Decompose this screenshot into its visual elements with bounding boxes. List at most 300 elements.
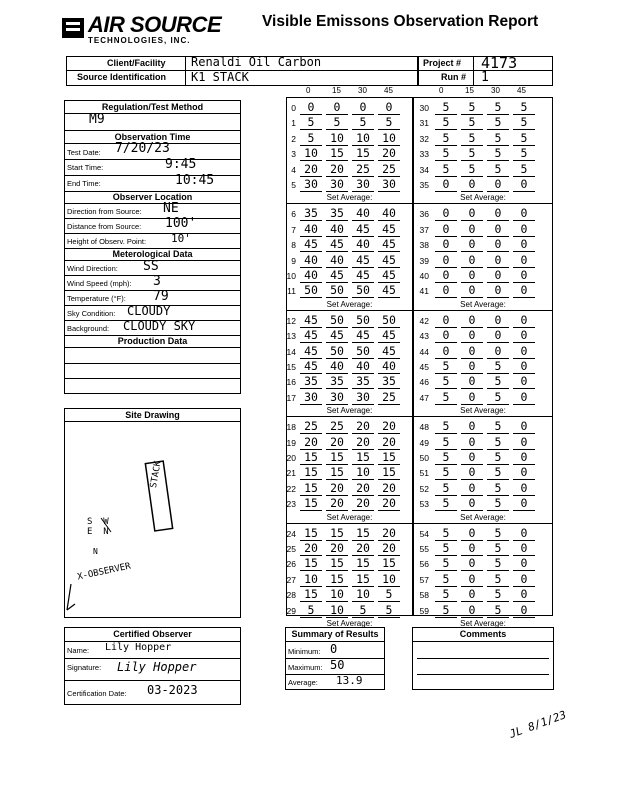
reading-cell[interactable]: 20 (352, 496, 374, 511)
reading-cell[interactable]: 5 (435, 481, 457, 496)
reading-cell[interactable]: 35 (300, 374, 322, 389)
reading-cell[interactable]: 5 (435, 587, 457, 602)
reading-cell[interactable]: 20 (352, 435, 374, 450)
reading-cell[interactable]: 5 (487, 496, 509, 511)
reading-cell[interactable]: 20 (326, 541, 348, 556)
reading-cell[interactable]: 0 (461, 206, 483, 221)
certified-observer-panel (64, 627, 241, 705)
distance-value[interactable]: 100' (165, 216, 197, 231)
reading-cell[interactable]: 15 (326, 450, 348, 465)
reading-cell[interactable]: 5 (487, 587, 509, 602)
reading-cell[interactable]: 0 (513, 328, 535, 343)
reading-cell[interactable]: 20 (300, 162, 322, 177)
reading-cell[interactable]: 0 (513, 481, 535, 496)
reading-cell[interactable]: 5 (461, 131, 483, 146)
reading-cell[interactable]: 15 (378, 450, 400, 465)
reading-cell[interactable]: 0 (513, 526, 535, 541)
reading-cell[interactable]: 0 (461, 313, 483, 328)
reading-cell[interactable]: 15 (300, 556, 322, 571)
reading-cell[interactable]: 0 (435, 206, 457, 221)
reading-cell[interactable]: 15 (378, 556, 400, 571)
reading-cell[interactable]: 0 (461, 526, 483, 541)
reading-cell[interactable]: 30 (352, 177, 374, 192)
reading-cell[interactable]: 0 (461, 587, 483, 602)
wind-direction-value[interactable]: SS (143, 259, 159, 274)
regulation-value[interactable]: M9 (89, 112, 105, 127)
reading-cell[interactable]: 15 (300, 526, 322, 541)
reading-cell[interactable]: 0 (435, 283, 457, 298)
reading-cell[interactable]: 5 (435, 374, 457, 389)
reading-cell[interactable]: 0 (461, 374, 483, 389)
reading-cell[interactable]: 5 (352, 603, 374, 618)
test-date-label: Test Date: (67, 148, 101, 157)
reading-cell[interactable]: 5 (513, 131, 535, 146)
row-number: 7 (291, 224, 296, 235)
row-number: 21 (286, 468, 296, 479)
reading-cell[interactable]: 15 (352, 556, 374, 571)
reading-cell[interactable]: 5 (487, 435, 509, 450)
reading-cell[interactable]: 0 (513, 587, 535, 602)
reading-cell[interactable]: 0 (513, 359, 535, 374)
reading-cell[interactable]: 15 (326, 572, 348, 587)
reading-cell[interactable]: 30 (352, 390, 374, 405)
set-average-label: Set Average: (460, 619, 506, 628)
row-number: 45 (419, 362, 429, 372)
reading-cell[interactable]: 0 (513, 222, 535, 237)
reading-cell[interactable]: 40 (352, 359, 374, 374)
row-number: 29 (286, 605, 296, 616)
reading-cell[interactable]: 50 (300, 283, 322, 298)
reading-cell[interactable]: 50 (326, 313, 348, 328)
source-value[interactable]: K1 STACK (191, 70, 249, 84)
reading-cell[interactable]: 45 (300, 313, 322, 328)
reading-cell[interactable]: 30 (326, 177, 348, 192)
reading-cell[interactable]: 5 (513, 100, 535, 115)
reading-cell[interactable]: 5 (487, 419, 509, 434)
reading-cell[interactable]: 0 (513, 419, 535, 434)
reading-cell[interactable]: 45 (300, 359, 322, 374)
row-number: 14 (286, 346, 296, 357)
reading-cell[interactable]: 20 (352, 541, 374, 556)
reading-cell[interactable]: 20 (326, 162, 348, 177)
reading-cell[interactable]: 15 (326, 465, 348, 480)
reading-cell[interactable]: 10 (378, 131, 400, 146)
reading-cell[interactable]: 0 (513, 237, 535, 252)
reading-cell[interactable]: 15 (300, 481, 322, 496)
wind-speed-value[interactable]: 3 (153, 274, 161, 289)
reading-cell[interactable]: 5 (487, 146, 509, 161)
reading-cell[interactable]: 40 (326, 222, 348, 237)
reading-cell[interactable]: 10 (300, 146, 322, 161)
reading-cell[interactable]: 0 (378, 100, 400, 115)
reading-cell[interactable]: 0 (487, 177, 509, 192)
row-number: 35 (419, 180, 429, 190)
reading-cell[interactable]: 35 (326, 206, 348, 221)
reading-cell[interactable]: 15 (326, 556, 348, 571)
reading-cell[interactable]: 0 (513, 206, 535, 221)
reading-cell[interactable]: 50 (326, 344, 348, 359)
reading-cell[interactable]: 5 (435, 131, 457, 146)
reading-cell[interactable]: 0 (513, 435, 535, 450)
reading-cell[interactable]: 10 (326, 603, 348, 618)
set-average-label: Set Average: (460, 193, 506, 203)
reading-cell[interactable]: 40 (352, 237, 374, 252)
reading-cell[interactable]: 40 (326, 253, 348, 268)
reading-cell[interactable]: 0 (513, 177, 535, 192)
reading-cell[interactable]: 5 (487, 162, 509, 177)
reading-cell[interactable]: 0 (513, 465, 535, 480)
reading-cell[interactable]: 5 (435, 556, 457, 571)
reading-cell[interactable]: 0 (461, 450, 483, 465)
reading-cell[interactable]: 5 (487, 390, 509, 405)
reading-cell[interactable]: 45 (378, 283, 400, 298)
reading-cell[interactable]: 0 (461, 435, 483, 450)
reading-cell[interactable]: 20 (378, 419, 400, 434)
reading-cell[interactable]: 0 (487, 328, 509, 343)
reading-cell[interactable]: 5 (435, 435, 457, 450)
reading-cell[interactable]: 5 (487, 450, 509, 465)
reading-cell[interactable]: 0 (435, 344, 457, 359)
reading-cell[interactable]: 5 (487, 100, 509, 115)
reading-cell[interactable]: 45 (378, 328, 400, 343)
reading-cell[interactable]: 0 (513, 344, 535, 359)
reading-cell[interactable]: 5 (513, 115, 535, 130)
reading-cell[interactable]: 0 (461, 344, 483, 359)
reading-cell[interactable]: 5 (435, 419, 457, 434)
observer-label: X-OBSERVER (76, 561, 132, 583)
reading-cell[interactable]: 45 (378, 222, 400, 237)
set-average-label: Set Average: (460, 406, 506, 416)
reading-cell[interactable]: 0 (487, 268, 509, 283)
reading-cell[interactable]: 5 (435, 496, 457, 511)
reading-cell[interactable]: 10 (326, 131, 348, 146)
reading-cell[interactable]: 5 (487, 481, 509, 496)
reading-cell[interactable]: 50 (352, 313, 374, 328)
reading-cell[interactable]: 0 (513, 283, 535, 298)
reading-cell[interactable]: 40 (378, 359, 400, 374)
reading-cell[interactable]: 25 (378, 162, 400, 177)
comments-panel (412, 627, 554, 690)
column-header: 45 (517, 86, 526, 95)
reading-cell[interactable]: 45 (378, 237, 400, 252)
reading-cell[interactable]: 5 (435, 146, 457, 161)
certification-date-value[interactable]: 03-2023 (147, 683, 198, 697)
reading-cell[interactable]: 45 (352, 268, 374, 283)
reading-cell[interactable]: 20 (326, 481, 348, 496)
reading-cell[interactable]: 5 (435, 450, 457, 465)
reading-cell[interactable]: 20 (300, 541, 322, 556)
reading-cell[interactable]: 5 (435, 115, 457, 130)
reading-cell[interactable]: 5 (435, 603, 457, 618)
reading-cell[interactable]: 40 (378, 206, 400, 221)
run-value[interactable]: 1 (481, 70, 489, 85)
reading-cell[interactable]: 0 (461, 268, 483, 283)
brand-subtitle: TECHNOLOGIES, INC. (88, 36, 191, 45)
reading-cell[interactable]: 5 (326, 115, 348, 130)
reading-cell[interactable]: 5 (487, 526, 509, 541)
reading-cell[interactable]: 5 (300, 115, 322, 130)
reading-cell[interactable]: 0 (461, 556, 483, 571)
reading-cell[interactable]: 5 (435, 390, 457, 405)
column-header: 0 (306, 86, 311, 95)
test-date-value[interactable]: 7/20/23 (115, 141, 170, 156)
end-time-value[interactable]: 10:45 (175, 173, 215, 188)
row-number: 46 (419, 377, 429, 388)
reading-cell[interactable]: 0 (461, 419, 483, 434)
reading-cell[interactable]: 0 (487, 237, 509, 252)
reading-cell[interactable]: 5 (435, 541, 457, 556)
row-number: 18 (286, 422, 296, 433)
reading-cell[interactable]: 5 (435, 100, 457, 115)
reading-cell[interactable]: 5 (487, 541, 509, 556)
reading-cell[interactable]: 5 (487, 115, 509, 130)
reading-cell[interactable]: 10 (378, 572, 400, 587)
reading-cell[interactable]: 5 (487, 359, 509, 374)
background-value[interactable]: CLOUDY SKY (123, 319, 196, 333)
reading-cell[interactable]: 20 (378, 541, 400, 556)
reading-cell[interactable]: 0 (326, 100, 348, 115)
reading-cell[interactable]: 45 (352, 222, 374, 237)
reading-cell[interactable]: 15 (378, 465, 400, 480)
reading-cell[interactable]: 0 (461, 359, 483, 374)
row-number: 8 (291, 240, 296, 251)
reading-cell[interactable]: 50 (378, 313, 400, 328)
reading-cell[interactable]: 30 (300, 390, 322, 405)
client-value[interactable]: Renaldi Oil Carbon (191, 55, 322, 69)
reading-cell[interactable]: 20 (326, 496, 348, 511)
reading-cell[interactable]: 5 (461, 100, 483, 115)
row-number: 3 (291, 149, 296, 160)
reading-cell[interactable]: 20 (378, 481, 400, 496)
reading-cell[interactable]: 35 (300, 206, 322, 221)
reading-cell[interactable]: 15 (300, 496, 322, 511)
reading-cell[interactable]: 5 (300, 131, 322, 146)
column-header: 0 (439, 86, 444, 95)
reading-cell[interactable]: 15 (352, 450, 374, 465)
reading-cell[interactable]: 5 (461, 162, 483, 177)
reading-cell[interactable]: 0 (435, 222, 457, 237)
reading-cell[interactable]: 50 (326, 283, 348, 298)
reading-cell[interactable]: 30 (326, 390, 348, 405)
reading-cell[interactable]: 5 (352, 115, 374, 130)
temperature-value[interactable]: 79 (153, 289, 169, 304)
reading-cell[interactable]: 0 (513, 496, 535, 511)
reading-cell[interactable]: 0 (513, 603, 535, 618)
reading-cell[interactable]: 5 (435, 162, 457, 177)
reading-cell[interactable]: 0 (513, 374, 535, 389)
reading-cell[interactable]: 5 (378, 115, 400, 130)
reading-cell[interactable]: 0 (513, 556, 535, 571)
source-label: Source Identification (77, 72, 167, 82)
reading-cell[interactable]: 5 (513, 146, 535, 161)
reading-cell[interactable]: 15 (300, 450, 322, 465)
reading-cell[interactable]: 45 (352, 328, 374, 343)
reading-cell[interactable]: 0 (461, 328, 483, 343)
certification-date-label: Certification Date: (67, 689, 127, 698)
reading-cell[interactable]: 45 (352, 253, 374, 268)
reading-cell[interactable]: 0 (487, 222, 509, 237)
row-number: 54 (419, 528, 429, 539)
reading-cell[interactable]: 5 (487, 374, 509, 389)
reading-cell[interactable]: 0 (461, 496, 483, 511)
reading-cell[interactable]: 15 (352, 572, 374, 587)
maximum-value[interactable]: 50 (330, 658, 345, 672)
reading-cell[interactable]: 40 (326, 359, 348, 374)
reading-cell[interactable]: 0 (461, 222, 483, 237)
reading-cell[interactable]: 0 (487, 313, 509, 328)
reading-cell[interactable]: 0 (435, 268, 457, 283)
reading-cell[interactable]: 0 (461, 481, 483, 496)
row-number: 47 (419, 392, 429, 403)
row-number: 51 (419, 468, 429, 479)
reading-cell[interactable]: 10 (300, 572, 322, 587)
signature-value[interactable]: Lily Hopper (117, 660, 197, 674)
reading-cell[interactable]: 10 (352, 131, 374, 146)
minimum-value[interactable]: 0 (330, 642, 338, 656)
reading-cell[interactable]: 25 (300, 419, 322, 434)
reading-cell[interactable]: 15 (326, 146, 348, 161)
reading-cell[interactable]: 45 (300, 237, 322, 252)
reading-cell[interactable]: 45 (378, 268, 400, 283)
reading-cell[interactable]: 30 (300, 177, 322, 192)
reading-cell[interactable]: 5 (435, 359, 457, 374)
reading-cell[interactable]: 5 (435, 526, 457, 541)
reading-cell[interactable]: 5 (487, 603, 509, 618)
project-label: Project # (423, 58, 462, 68)
reading-cell[interactable]: 0 (461, 177, 483, 192)
reading-cell[interactable]: 30 (378, 177, 400, 192)
reading-cell[interactable]: 5 (487, 556, 509, 571)
height-value[interactable]: 10' (171, 232, 191, 245)
reading-cell[interactable]: 15 (326, 526, 348, 541)
reading-cell[interactable]: 20 (378, 496, 400, 511)
reading-cell[interactable]: 40 (300, 253, 322, 268)
reading-cell[interactable]: 0 (513, 253, 535, 268)
column-header: 15 (465, 86, 474, 95)
reading-cell[interactable]: 10 (326, 587, 348, 602)
reading-cell[interactable]: 45 (326, 268, 348, 283)
average-value[interactable]: 13.9 (336, 674, 363, 687)
reading-cell[interactable]: 0 (352, 100, 374, 115)
reading-cell[interactable]: 0 (461, 253, 483, 268)
reading-cell[interactable]: 5 (513, 162, 535, 177)
reading-cell[interactable]: 0 (513, 268, 535, 283)
reading-cell[interactable]: 45 (326, 237, 348, 252)
reading-cell[interactable]: 40 (300, 222, 322, 237)
reading-cell[interactable]: 0 (513, 541, 535, 556)
reading-cell[interactable]: 0 (461, 572, 483, 587)
reading-cell[interactable]: 0 (487, 253, 509, 268)
reading-cell[interactable]: 20 (378, 146, 400, 161)
reading-cell[interactable]: 0 (487, 344, 509, 359)
reading-cell[interactable]: 0 (435, 177, 457, 192)
wind-direction-label: Wind Direction: (67, 264, 118, 273)
reviewer-initials: JL 8/1/23 (507, 708, 569, 741)
reading-cell[interactable]: 35 (378, 374, 400, 389)
reading-cell[interactable]: 20 (378, 526, 400, 541)
reading-cell[interactable]: 20 (378, 435, 400, 450)
reading-cell[interactable]: 25 (352, 162, 374, 177)
reading-cell[interactable]: 15 (352, 146, 374, 161)
reading-cell[interactable]: 50 (352, 344, 374, 359)
reading-cell[interactable]: 5 (435, 572, 457, 587)
reading-cell[interactable]: 40 (300, 268, 322, 283)
client-source-box (66, 56, 418, 86)
reading-cell[interactable]: 0 (513, 390, 535, 405)
reading-cell[interactable]: 0 (461, 237, 483, 252)
reading-cell[interactable]: 10 (352, 587, 374, 602)
reading-cell[interactable]: 45 (378, 344, 400, 359)
sky-condition-value[interactable]: CLOUDY (127, 304, 171, 318)
reading-cell[interactable]: 5 (378, 587, 400, 602)
reading-cell[interactable]: 5 (461, 146, 483, 161)
reading-cell[interactable]: 5 (487, 131, 509, 146)
reading-cell[interactable]: 25 (378, 390, 400, 405)
reading-cell[interactable]: 0 (435, 237, 457, 252)
wind-speed-label: Wind Speed (mph): (67, 279, 132, 288)
reading-cell[interactable]: 5 (487, 572, 509, 587)
reading-cell[interactable]: 15 (300, 587, 322, 602)
reading-cell[interactable]: 45 (378, 253, 400, 268)
reading-cell[interactable]: 0 (487, 283, 509, 298)
row-number: 0 (291, 103, 296, 113)
reading-cell[interactable]: 20 (300, 435, 322, 450)
row-number: 49 (419, 437, 429, 448)
row-number: 9 (291, 255, 296, 266)
reading-cell[interactable]: 0 (461, 603, 483, 618)
reading-cell[interactable]: 0 (513, 450, 535, 465)
reading-cell[interactable]: 35 (352, 374, 374, 389)
reading-cell[interactable]: 45 (300, 328, 322, 343)
reading-cell[interactable]: 35 (326, 374, 348, 389)
reading-cell[interactable]: 0 (513, 572, 535, 587)
reading-cell[interactable]: 0 (461, 390, 483, 405)
reading-cell[interactable]: 0 (461, 465, 483, 480)
reading-cell[interactable]: 0 (461, 541, 483, 556)
row-number: 36 (419, 209, 429, 220)
set-average-label: Set Average: (460, 299, 506, 309)
reading-cell[interactable]: 0 (487, 206, 509, 221)
reading-cell[interactable]: 50 (352, 283, 374, 298)
reading-cell[interactable]: 10 (352, 465, 374, 480)
reading-cell[interactable]: 0 (513, 313, 535, 328)
reading-cell[interactable]: 0 (435, 313, 457, 328)
reading-cell[interactable]: 20 (326, 435, 348, 450)
reading-cell[interactable]: 0 (300, 100, 322, 115)
reading-cell[interactable]: 0 (461, 283, 483, 298)
observer-name-value[interactable]: Lily Hopper (105, 642, 172, 653)
reading-cell[interactable]: 20 (352, 419, 374, 434)
reading-cell[interactable]: 5 (300, 603, 322, 618)
reading-cell[interactable]: 40 (352, 206, 374, 221)
reading-cell[interactable]: 5 (487, 465, 509, 480)
row-number: 4 (291, 164, 296, 175)
reading-cell[interactable]: 15 (300, 465, 322, 480)
reading-cell[interactable]: 5 (435, 465, 457, 480)
start-time-value[interactable]: 9:45 (165, 157, 197, 172)
reading-cell[interactable]: 15 (352, 526, 374, 541)
reading-cell[interactable]: 25 (326, 419, 348, 434)
reading-cell[interactable]: 45 (326, 328, 348, 343)
reading-cell[interactable]: 0 (435, 253, 457, 268)
reading-cell[interactable]: 0 (435, 328, 457, 343)
reading-cell[interactable]: 5 (378, 603, 400, 618)
direction-value[interactable]: NE (163, 201, 179, 216)
reading-cell[interactable]: 20 (352, 481, 374, 496)
reading-cell[interactable]: 45 (300, 344, 322, 359)
reading-cell[interactable]: 5 (461, 115, 483, 130)
project-value[interactable]: 4173 (481, 54, 518, 72)
